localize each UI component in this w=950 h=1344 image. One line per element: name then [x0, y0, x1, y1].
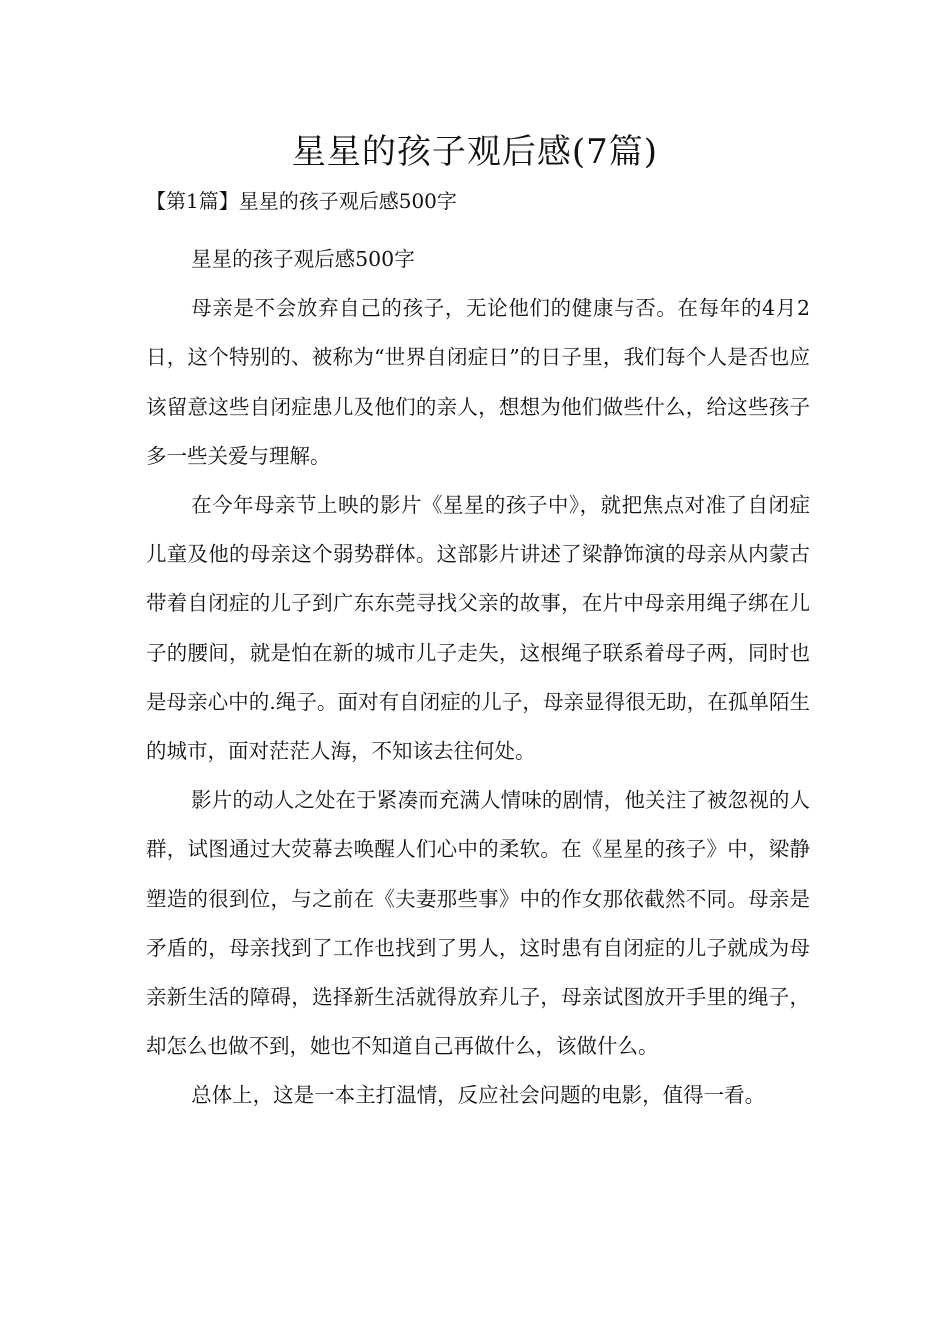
paragraph-subtitle: 星星的孩子观后感500字	[191, 247, 415, 271]
paragraph: 在今年母亲节上映的影片《星星的孩子中》，就把焦点对准了自闭症儿童及他的母亲这个弱势群体。这部影片讲述了梁静饰演的母亲从内蒙古带着自闭症的儿子到广东东莞寻找父亲的故事，在片中母亲用绳子绑在儿子的腰间，就是怕在新的城市儿子走失，这根绳子联系着母子两，同时也是母亲心中的.绳子。面对有自闭症的儿子，母亲显得很无助，在孤单陌生的城市，面对茫茫人海，不知该去往何处。	[146, 493, 810, 764]
paragraph: 总体上，这是一本主打温情，反应社会问题的电影，值得一看。	[191, 1083, 766, 1108]
section-heading: 【第1篇】星星的孩子观后感500字	[146, 189, 457, 213]
paragraph: 母亲是不会放弃自己的孩子，无论他们的健康与否。在每年的4月2日，这个特别的、被称为“世界自闭症日”的日子里，我们每个人是否也应该留意这些自闭症患儿及他们的亲人，想想为他们做些什么，给这些孩子多一些关爱与理解。	[146, 296, 810, 468]
document-title: 星星的孩子观后感(7篇)	[291, 132, 659, 172]
document-body	[146, 235, 810, 1121]
paragraph: 影片的动人之处在于紧凑而充满人情味的剧情，他关注了被忽视的人群，试图通过大荧幕去唤醒人们心中的柔软。在《星星的孩子》中，梁静塑造的很到位，与之前在《夫妻那些事》中的作女那依截然不同。母亲是矛盾的，母亲找到了工作也找到了男人，这时患有自闭症的儿子就成为母亲新生活的障碍，选择新生活就得放弃儿子，母亲试图放开手里的绳子，却怎么也做不到，她也不知道自己再做什么，该做什么。	[146, 788, 810, 1059]
